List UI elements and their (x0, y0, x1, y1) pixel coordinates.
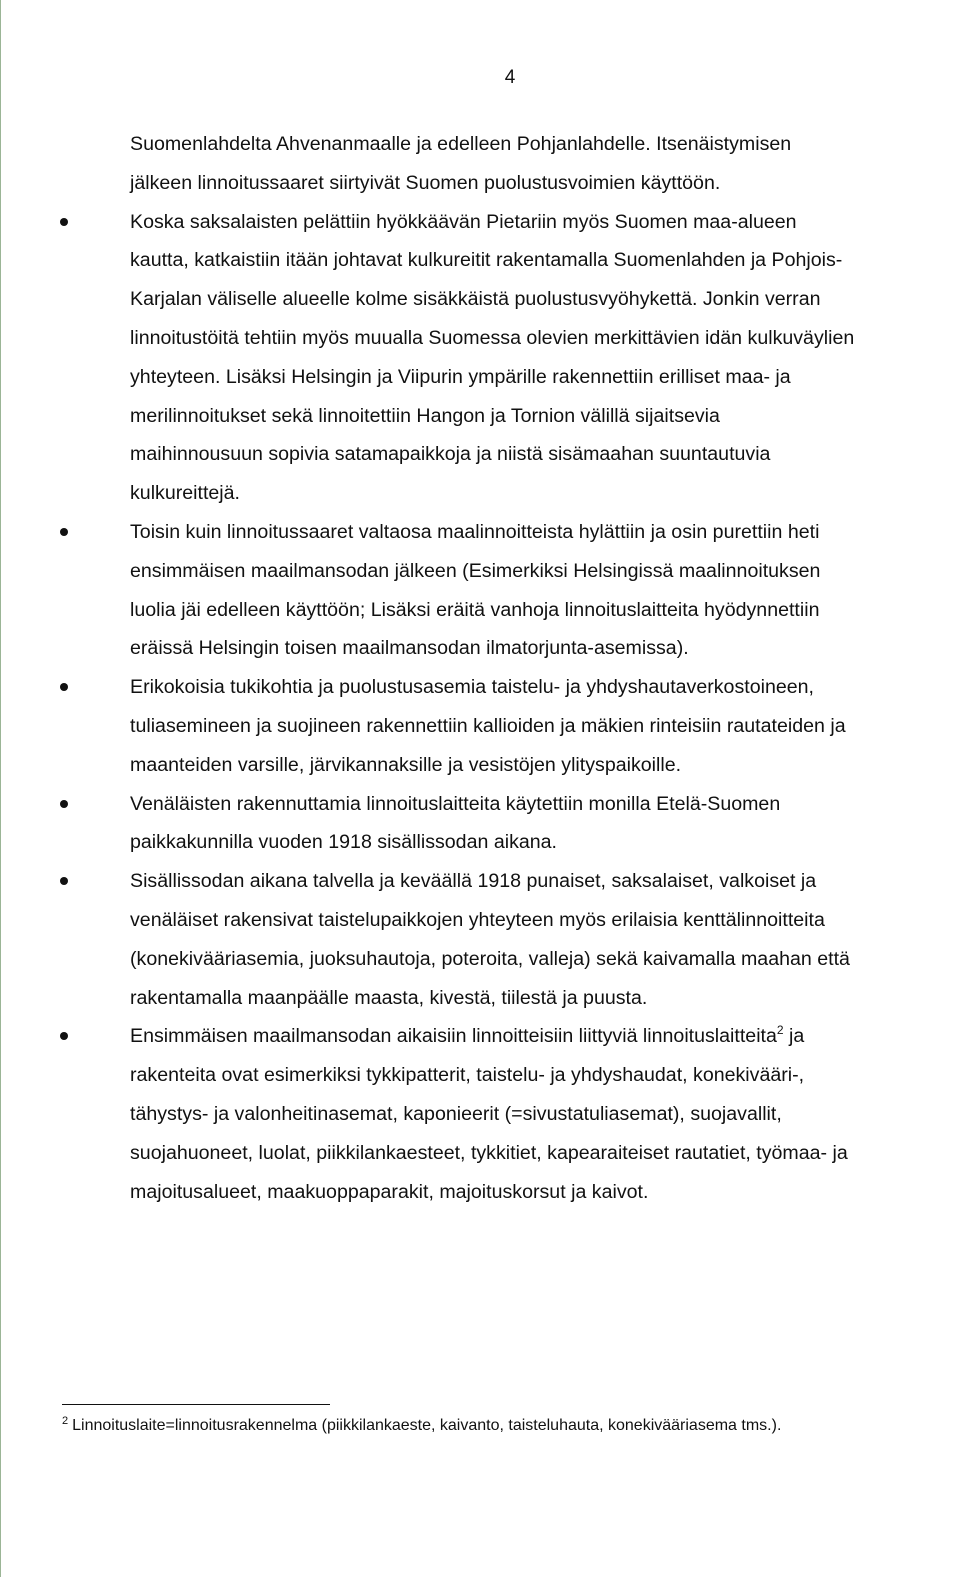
footnote-marker: 2 (62, 1415, 69, 1427)
text-line: Toisin kuin linnoitussaaret valtaosa maalinnoitteista hylättiin ja osin purettiin heti (130, 520, 820, 543)
text-line: yhteyteen. Lisäksi Helsingin ja Viipurin ympärille rakennettiin erilliset maa- ja (130, 365, 791, 388)
bullet-icon (60, 800, 68, 808)
text-line: Sisällissodan aikana talvella ja keväällä 1918 punaiset, saksalaiset, valkoiset ja (130, 870, 817, 893)
bullet-icon (60, 528, 68, 536)
intro-paragraph (130, 125, 960, 203)
text-line: maihinnousuun sopivia satamapaikkoja ja niistä sisämaahan suuntautuvia (130, 443, 771, 466)
text-line: Karjalan väliselle alueelle kolme sisäkkäistä puolustusvyöhykettä. Jonkin verran (130, 288, 821, 311)
footnote-separator (62, 1404, 330, 1405)
text-segment: ja (783, 1025, 805, 1048)
text-line: jälkeen linnoitussaaret siirtyivät Suomen puolustusvoimien käyttöön. (130, 171, 721, 194)
text-line: Suomenlahdelta Ahvenanmaalle ja edelleen Pohjanlahdelle. Itsenäistymisen (130, 133, 792, 155)
bullet-item-abandoned-fortifications (130, 513, 960, 668)
text-line: paikkakunnilla vuoden 1918 sisällissodan aikana. (130, 831, 557, 854)
text-line: eräissä Helsingin toisen maailmansodan ilmatorjunta-asemissa). (130, 637, 689, 660)
text-line: suojahuoneet, luolat, piikkilankaesteet, tykkitiet, kapearaiteiset rautatiet, työmaa- ja (130, 1141, 848, 1164)
footnote-reference[interactable]: 2 (776, 1023, 784, 1038)
text-line: tuliasemineen ja suojineen rakennettiin kallioiden ja mäkien rinteisiin rautateiden ja (130, 714, 846, 737)
text-line: luolia jäi edelleen käyttöön; Lisäksi eräitä vanhoja linnoituslaitteita hyödynnettiin (130, 598, 820, 621)
page-edge-line (0, 0, 1, 1577)
text-line-with-footnote-ref (130, 1017, 960, 1056)
bullet-icon (60, 877, 68, 885)
body-text (130, 125, 960, 1211)
text-line: majoitusalueet, maakuoppaparakit, majoituskorsut ja kaivot. (130, 1180, 649, 1203)
text-line: linnoitustöitä tehtiin myös muualla Suomessa olevien merkittävien idän kulkuväylien (130, 326, 855, 349)
text-line: rakentamalla maanpäälle maasta, kivestä, tiilestä ja puusta. (130, 986, 648, 1009)
text-line: Koska saksalaisten pelättiin hyökkäävän Pietariin myös Suomen maa-alueen (130, 210, 797, 233)
text-line: (konekivääriasemia, juoksuhautoja, poteroita, valleja) sekä kaivamalla maahan että (130, 947, 850, 970)
page-number: 4 (504, 67, 516, 88)
bullet-icon (60, 1032, 68, 1040)
bullet-item-civil-war-field-fortifications (130, 862, 960, 1017)
text-line: Erikokoisia tukikohtia ja puolustusasemia taistelu- ja yhdyshautaverkostoineen, (130, 676, 814, 699)
footnote (62, 1414, 781, 1438)
bullet-icon (60, 218, 68, 226)
bullet-item-defense-zones (130, 203, 960, 513)
text-line: venäläiset rakensivat taistelupaikkojen yhteyteen myös erilaisia kenttälinnoitteita (130, 908, 825, 931)
text-line: ensimmäisen maailmansodan jälkeen (Esimerkiksi Helsingissä maalinnoituksen (130, 559, 821, 582)
text-line: kulkureittejä. (130, 482, 240, 505)
bullet-item-russian-fortifications (130, 785, 960, 863)
text-line: merilinnoitukset sekä linnoitettiin Hangon ja Tornion välillä sijaitsevia (130, 404, 720, 427)
bullet-icon (60, 683, 68, 691)
bullet-list (130, 203, 960, 1212)
text-line: rakenteita ovat esimerkiksi tykkipatterit, taistelu- ja yhdyshaudat, konekivääri-, (130, 1064, 805, 1087)
footnote-text: Linnoituslaite=linnoitusrakennelma (piikkilankaeste, kaivanto, taisteluhauta, konekivääriasema tms.). (72, 1417, 782, 1434)
bullet-item-strongpoints (130, 668, 960, 784)
bullet-item-wwi-structures (130, 1017, 960, 1211)
text-segment: Ensimmäisen maailmansodan aikaisiin linnoitteisiin liittyviä linnoituslaitteita (130, 1025, 777, 1048)
text-line: Venäläisten rakennuttamia linnoituslaitteita käytettiin monilla Etelä-Suomen (130, 792, 781, 815)
text-line: kautta, katkaistiin itään johtavat kulkureitit rakentamalla Suomenlahden ja Pohjois- (130, 249, 843, 272)
text-line: maanteiden varsille, järvikannaksille ja vesistöjen ylityspaikoille. (130, 753, 682, 776)
text-line: tähystys- ja valonheitinasemat, kaponieerit (=sivustatuliasemat), suojavallit, (130, 1102, 782, 1125)
